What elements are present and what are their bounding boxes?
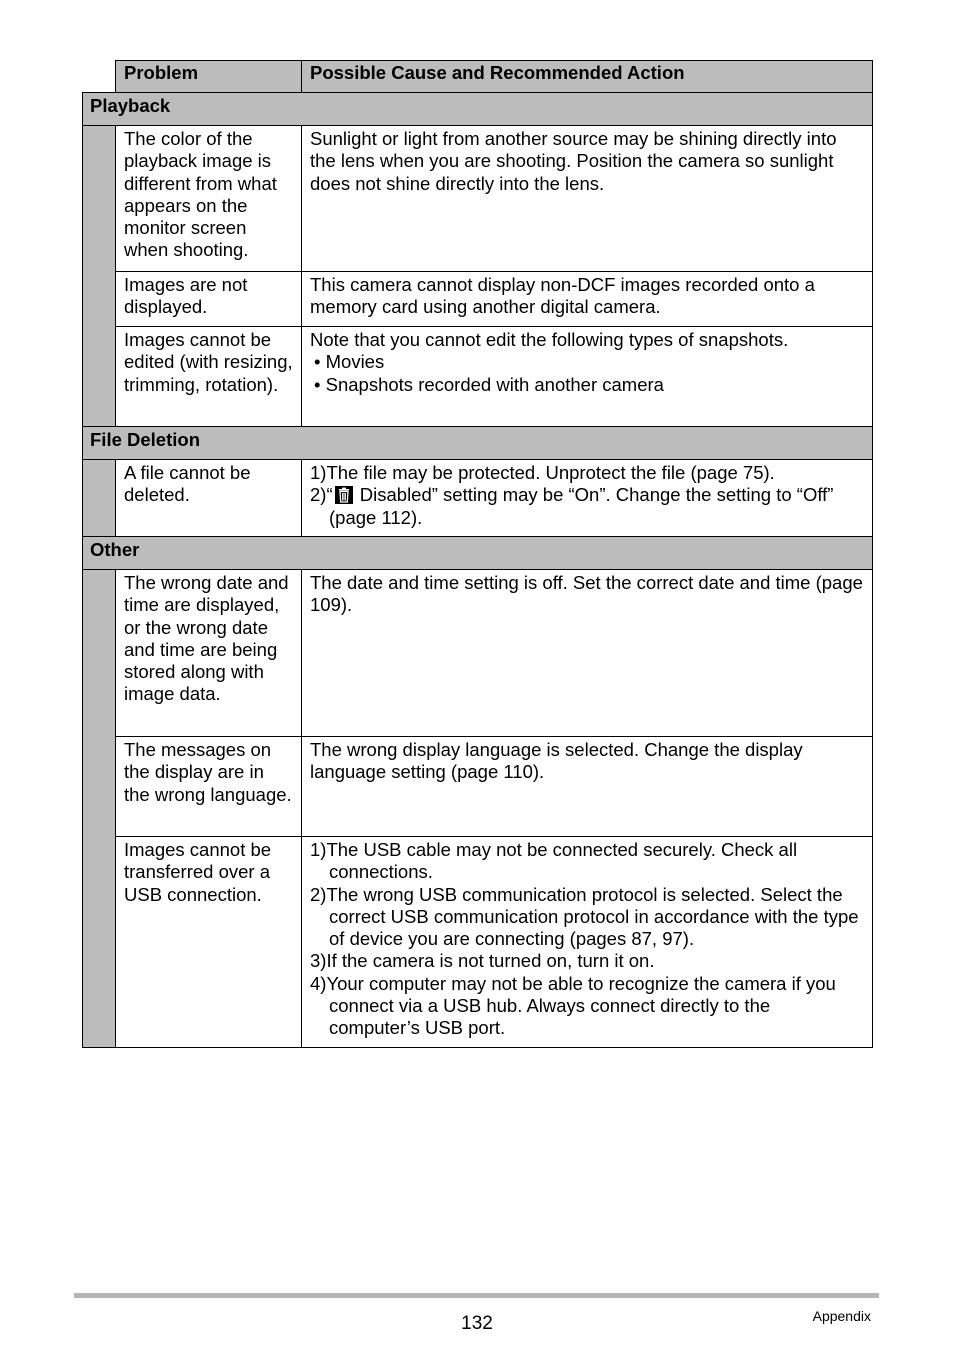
bullet-text: Movies — [325, 351, 385, 373]
section-title-playback: Playback — [83, 93, 873, 126]
section-row-file-deletion — [83, 427, 873, 460]
header-action: Possible Cause and Recommended Action — [302, 61, 873, 93]
list-item: 1)The file may be protected. Unprotect the file (page 75). — [310, 462, 775, 483]
bullet-text: Snapshots recorded with another camera — [325, 373, 664, 395]
problem-cell: The color of the playback image is different from what appears on the monitor screen when shooting. — [116, 126, 302, 272]
table-row — [83, 570, 873, 737]
page-number: 132 — [461, 1313, 493, 1334]
list-item: 3)If the camera is not turned on, turn it on. — [310, 950, 655, 972]
list-item: 2)The wrong USB communication protocol is selected. Select the correct USB communication protocol in accordance with the type of device you are connecting (pages 87, 97). — [310, 883, 859, 950]
list-item: • Snapshots recorded with another camera — [314, 373, 664, 395]
list-item: 1)The USB cable may not be connected securely. Check all connections. — [310, 839, 798, 883]
action-cell: The date and time setting is off. Set the correct date and time (page 109). — [302, 570, 873, 737]
table-row — [83, 126, 873, 272]
section-row-other — [83, 537, 873, 570]
list-item: 4)Your computer may not be able to recognize the camera if you connect via a USB hub. Always connect directly to the computer’s USB port. — [310, 972, 836, 1039]
table-row — [83, 737, 873, 837]
action-cell: This camera cannot display non-DCF images recorded onto a memory card using another digital camera. — [302, 272, 873, 327]
troubleshooting-table — [82, 60, 873, 1048]
action-cell — [302, 460, 873, 537]
action-cell: The wrong display language is selected. Change the display language setting (page 110). — [302, 737, 873, 837]
table-header-row — [83, 61, 873, 93]
list-item: • Movies — [314, 351, 385, 373]
problem-cell: A file cannot be deleted. — [116, 460, 302, 537]
action-cell: Sunlight or light from another source may be shining directly into the lens when you are shooting. Position the camera so sunlight does not shine directly into the lens. — [302, 126, 873, 272]
problem-cell: Images cannot be transferred over a USB connection. — [116, 837, 302, 1048]
header-problem: Problem — [116, 61, 302, 93]
problem-cell: Images cannot be edited (with resizing, trimming, rotation). — [116, 327, 302, 427]
action-intro: Note that you cannot edit the following types of snapshots. — [310, 329, 789, 350]
table-row — [83, 837, 873, 1048]
item-prefix: 2)“ — [310, 484, 333, 506]
problem-cell: Images are not displayed. — [116, 272, 302, 327]
item-suffix: Disabled” setting may be “On”. Change the setting to “Off” (page 112). — [329, 484, 834, 528]
bullet-list — [310, 351, 864, 396]
section-side-bar — [83, 126, 116, 427]
section-row-playback — [83, 93, 873, 126]
table-row — [83, 272, 873, 327]
numbered-list — [310, 839, 864, 1040]
table-row — [83, 327, 873, 427]
section-title-file-deletion: File Deletion — [83, 427, 873, 460]
problem-cell: The wrong date and time are displayed, or the wrong date and time are being stored along with image data. — [116, 570, 302, 737]
footer-rule — [74, 1293, 879, 1298]
action-cell — [302, 837, 873, 1048]
trash-icon — [335, 486, 353, 504]
section-side-bar — [83, 570, 116, 1048]
list-item — [310, 484, 864, 529]
action-cell — [302, 327, 873, 427]
section-title-other: Other — [83, 537, 873, 570]
section-side-bar — [83, 460, 116, 537]
numbered-list — [310, 462, 864, 529]
table-row — [83, 460, 873, 537]
header-blank-cell — [83, 61, 116, 93]
problem-cell: The messages on the display are in the wrong language. — [116, 737, 302, 837]
footer-section-label: Appendix — [812, 1308, 871, 1324]
